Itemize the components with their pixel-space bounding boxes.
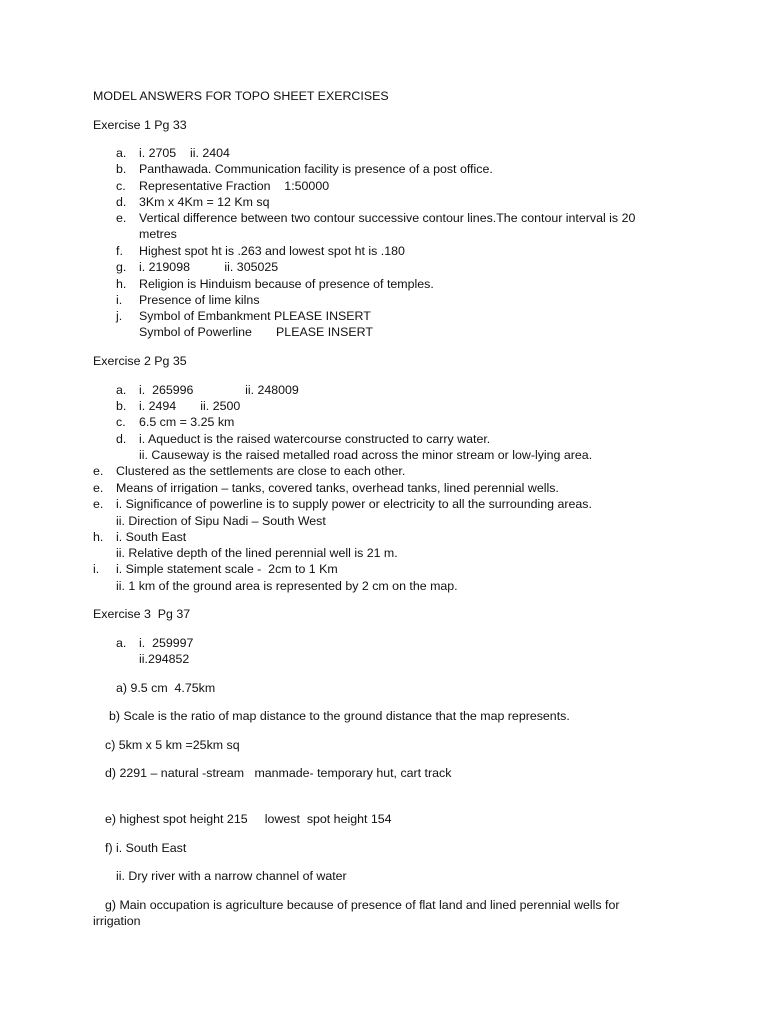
list-item: i. 2705 ii. 2404	[139, 146, 230, 160]
exercise3-heading: Exercise 3 Pg 37	[93, 607, 191, 621]
list-item: Vertical difference between two contour successive contour lines.The contour interval is 20	[139, 211, 636, 225]
list-marker: d.	[116, 195, 127, 209]
list-item: Symbol of Embankment PLEASE INSERT	[139, 309, 371, 323]
list-item: Panthawada. Communication facility is presence of a post office.	[139, 162, 493, 176]
document-title: MODEL ANSWERS FOR TOPO SHEET EXERCISES	[93, 89, 389, 103]
list-marker: a.	[116, 146, 127, 160]
list-marker: i.	[93, 562, 100, 576]
answer-line: c) 5km x 5 km =25km sq	[105, 738, 240, 752]
list-item-continuation: ii. 1 km of the ground area is represented by 2 cm on the map.	[116, 579, 458, 593]
answer-line: g) Main occupation is agriculture because of presence of flat land and lined perennial wells for	[105, 898, 620, 912]
list-marker: i.	[116, 293, 123, 307]
list-marker: f.	[116, 244, 123, 258]
list-marker: h.	[116, 277, 127, 291]
list-item: 6.5 cm = 3.25 km	[139, 415, 235, 429]
list-item: Religion is Hinduism because of presence of temples.	[139, 277, 434, 291]
answer-line: e) highest spot height 215 lowest spot height 154	[105, 812, 392, 826]
list-marker: a.	[116, 383, 127, 397]
list-marker: h.	[93, 530, 104, 544]
list-item: i. 2494 ii. 2500	[139, 399, 241, 413]
answer-line: ii. Dry river with a narrow channel of water	[116, 869, 347, 883]
list-marker: e.	[93, 497, 104, 511]
list-item: i. South East	[116, 530, 187, 544]
answer-line: a) 9.5 cm 4.75km	[116, 681, 216, 695]
list-marker: e.	[93, 464, 104, 478]
list-item: i. Aqueduct is the raised watercourse constructed to carry water.	[139, 432, 491, 446]
list-item: Clustered as the settlements are close to each other.	[116, 464, 406, 478]
list-marker: b.	[116, 399, 127, 413]
list-marker: d.	[116, 432, 127, 446]
exercise2-heading: Exercise 2 Pg 35	[93, 354, 187, 368]
answer-line: b) Scale is the ratio of map distance to the ground distance that the map represents.	[109, 709, 570, 723]
list-item-continuation: Symbol of Powerline PLEASE INSERT	[139, 325, 373, 339]
list-item: i. 219098 ii. 305025	[139, 260, 279, 274]
list-marker: e.	[116, 211, 127, 225]
list-marker: j.	[116, 309, 123, 323]
list-item-continuation: metres	[139, 227, 177, 241]
list-marker: b.	[116, 162, 127, 176]
answer-line-continuation: irrigation	[93, 914, 141, 928]
list-item: i. 259997	[139, 636, 194, 650]
list-item: Representative Fraction 1:50000	[139, 179, 330, 193]
list-item-continuation: ii. Direction of Sipu Nadi – South West	[116, 514, 326, 528]
list-marker: c.	[116, 415, 126, 429]
list-marker: g.	[116, 260, 127, 274]
list-item-continuation: ii.294852	[139, 652, 190, 666]
answer-line: d) 2291 – natural -stream manmade- temporary hut, cart track	[105, 766, 452, 780]
list-marker: c.	[116, 179, 126, 193]
exercise1-heading: Exercise 1 Pg 33	[93, 118, 187, 132]
list-item: i. Simple statement scale - 2cm to 1 Km	[116, 562, 338, 576]
answer-line: f) i. South East	[105, 841, 187, 855]
list-item: 3Km x 4Km = 12 Km sq	[139, 195, 270, 209]
list-marker: e.	[93, 481, 104, 495]
list-item: i. 265996 ii. 248009	[139, 383, 299, 397]
list-item: i. Significance of powerline is to supply power or electricity to all the surrounding areas.	[116, 497, 592, 511]
list-item: Highest spot ht is .263 and lowest spot ht is .180	[139, 244, 405, 258]
list-item: Means of irrigation – tanks, covered tanks, overhead tanks, lined perennial wells.	[116, 481, 559, 495]
list-item-continuation: ii. Relative depth of the lined perennial well is 21 m.	[116, 546, 398, 560]
list-marker: a.	[116, 636, 127, 650]
list-item-continuation: ii. Causeway is the raised metalled road across the minor stream or low-lying area.	[139, 448, 593, 462]
list-item: Presence of lime kilns	[139, 293, 260, 307]
